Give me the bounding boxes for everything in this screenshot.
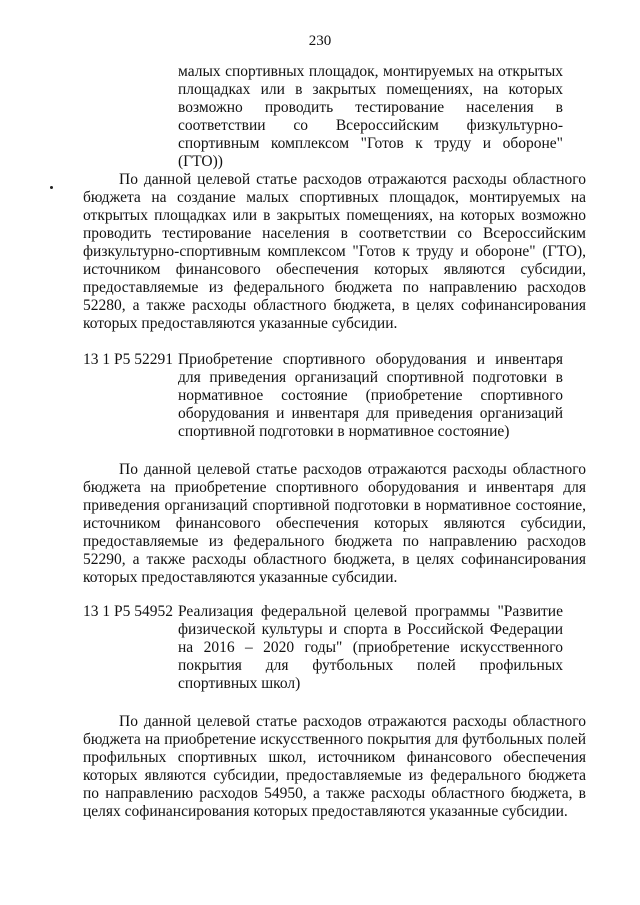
entry-code: 13 1 P5 54952 — [83, 603, 173, 620]
scan-dot-mark — [50, 186, 53, 189]
entry-description: Приобретение спортивного оборудования и инвентаря для приведения организаций спортивной подготовки в нормативное состояние (приобретение спортивного оборудования и инвентаря для приведения организаций спортивной подготовки в нормативное состояние) — [178, 351, 563, 440]
paragraph-3: По данной целевой статье расходов отражаются расходы областного бюджета на приобретение искусственного покрытия для футбольных полей профильных спортивных школ, источником финансового обеспечения которых являются субсидии, предоставляемые из федерального бюджета по направлению расходов 54950, а также расходы областного бюджета, в целях софинансирования которых предоставляются указанные субсидии. — [83, 713, 586, 820]
continuation-text: малых спортивных площадок, монтируемых на открытых площадках или в закрытых помещениях, на которых возможно проводить тестирование населения в соответствии со Всероссийским физкультурно-спортивным комплексом "Готов к труду и обороне" (ГТО)) — [178, 63, 563, 170]
paragraph-2: По данной целевой статье расходов отражаются расходы областного бюджета на приобретение спортивного оборудования и инвентаря для приведения организаций спортивной подготовки в нормативное состояние, источником финансового обеспечения которых являются субсидии, предоставляемые из федерального бюджета по направлению расходов 52290, а также расходы областного бюджета, в целях софинансирования которых предоставляются указанные субсидии. — [83, 461, 586, 586]
paragraph-1: По данной целевой статье расходов отражаются расходы областного бюджета на создание малых спортивных площадок, монтируемых на открытых площадках или в закрытых помещениях, на которых возможно проводить тестирование населения в соответствии со Всероссийским физкультурно-спортивным комплексом "Готов к труду и обороне" (ГТО), источником финансового обеспечения которых являются субсидии, предоставляемые из федерального бюджета по направлению расходов 52280, а также расходы областного бюджета, в целях софинансирования которых предоставляются указанные субсидии. — [83, 171, 586, 332]
page-number: 230 — [308, 33, 332, 49]
entry-code: 13 1 P5 52291 — [83, 351, 173, 368]
entry-description: Реализация федеральной целевой программы "Развитие физической культуры и спорта в Российской Федерации на 2016 – 2020 годы" (приобретение искусственного покрытия для футбольных полей профильных спортивных школ) — [178, 603, 563, 692]
